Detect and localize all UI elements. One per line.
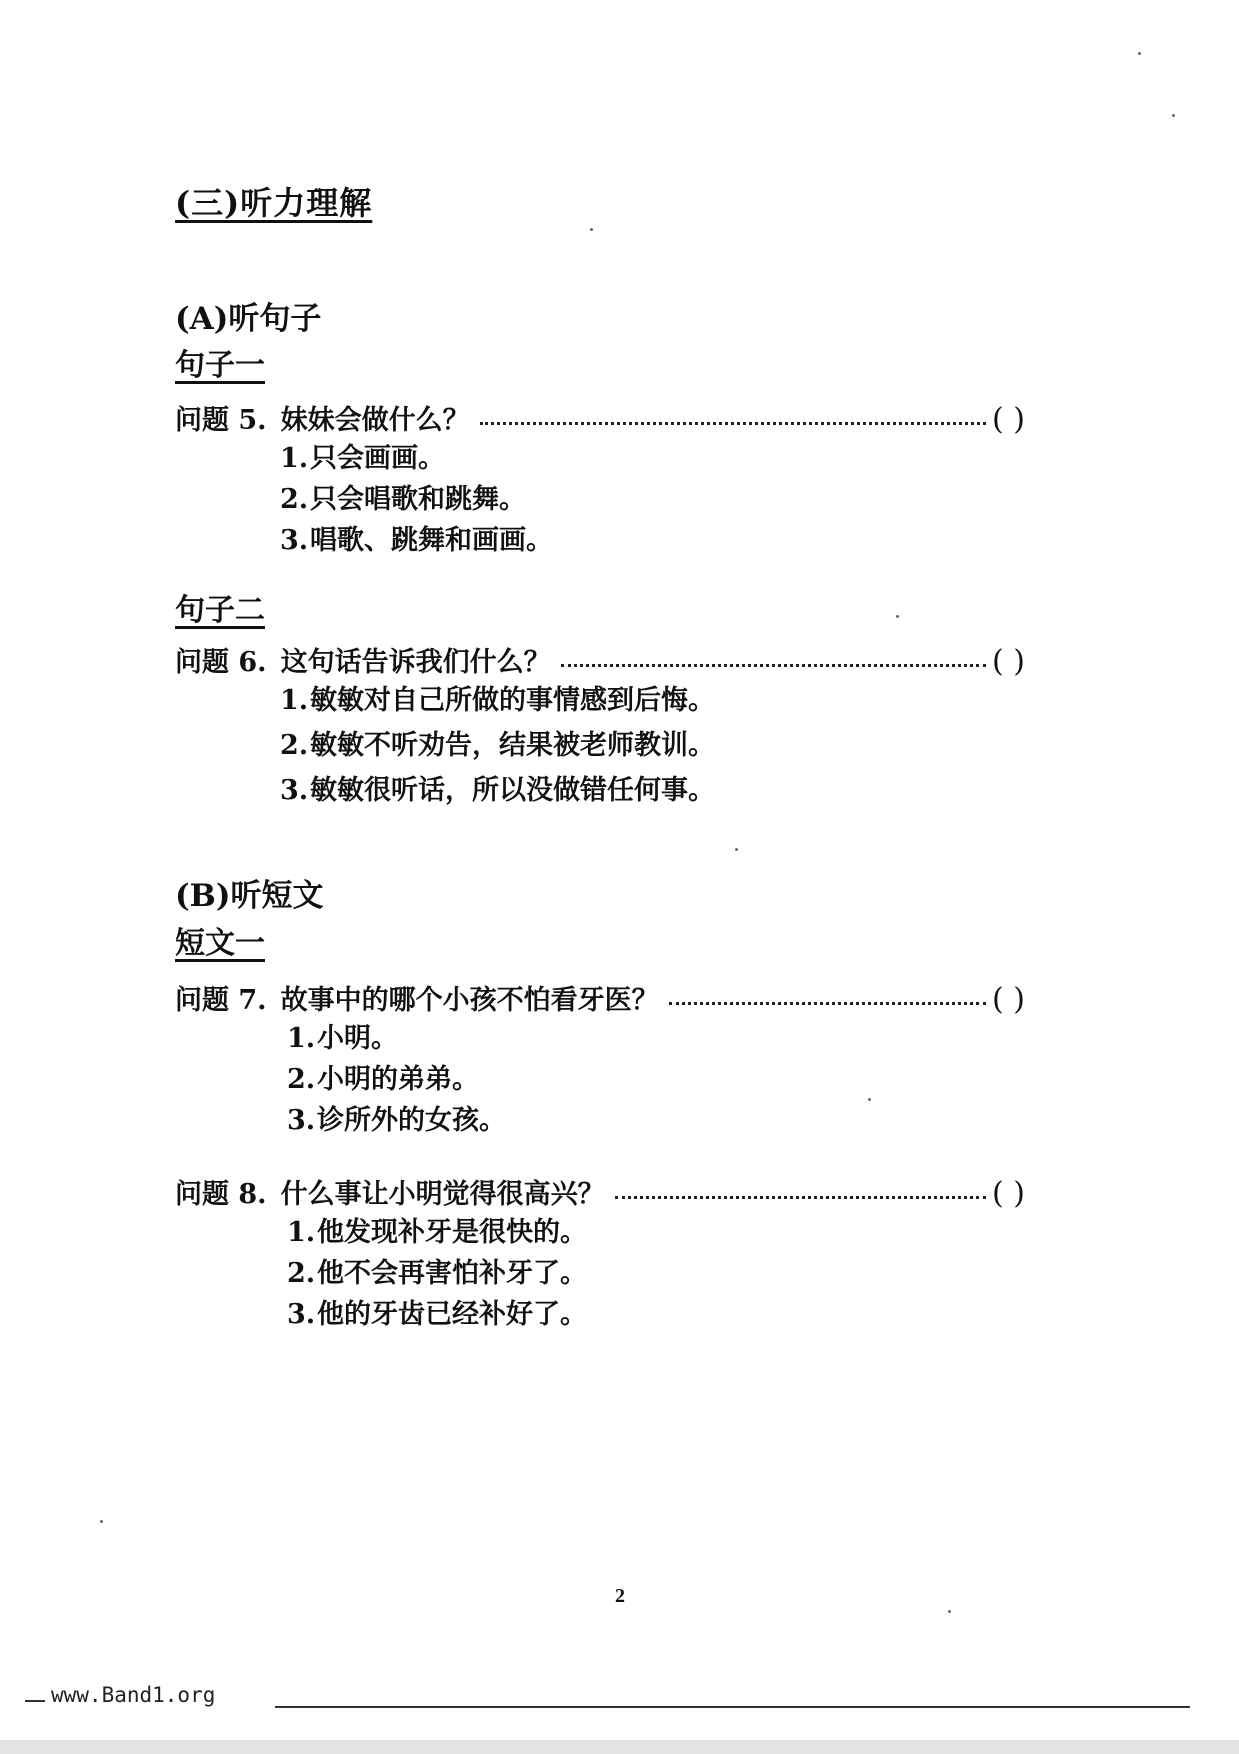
scan-edge-band (0, 1740, 1239, 1754)
question-8-options (287, 1210, 587, 1333)
option-item (280, 436, 553, 477)
question-label: 问题 8. (175, 1179, 267, 1210)
question-text: 这句话告诉我们什么？ (280, 647, 551, 678)
question-7-options (287, 1016, 506, 1139)
scan-speck (948, 1610, 951, 1613)
question-text: 妹妹会做什么？ (280, 405, 470, 436)
option-item (280, 768, 715, 813)
question-label: 问题 6. (175, 647, 267, 678)
scan-speck (1138, 52, 1141, 55)
question-5-options (280, 436, 553, 559)
option-number: 1. (280, 685, 309, 716)
option-item (280, 723, 715, 768)
option-text: 只会画画。 (310, 443, 445, 474)
answer-bracket[interactable]: ( ) (992, 402, 1025, 437)
footer-site-label (25, 1683, 215, 1707)
option-number: 3. (280, 775, 309, 806)
option-text: 他发现补牙是很快的。 (317, 1217, 587, 1248)
sentence-one-subtitle: 句子一 (175, 348, 265, 383)
option-number: 1. (280, 443, 309, 474)
option-text: 诊所外的女孩。 (317, 1105, 506, 1136)
dotted-leader (615, 1196, 986, 1199)
option-text: 小明的弟弟。 (317, 1064, 479, 1095)
dotted-leader (669, 1002, 986, 1005)
option-number: 1. (287, 1217, 316, 1248)
dotted-leader (561, 664, 986, 667)
option-item (280, 477, 553, 518)
option-text: 他不会再害怕补牙了。 (317, 1258, 587, 1289)
option-item (287, 1098, 506, 1139)
option-item (287, 1251, 587, 1292)
footer-site-text: www.Band1.org (51, 1683, 216, 1707)
question-5 (175, 398, 1025, 437)
scan-speck (868, 1098, 871, 1101)
option-number: 2. (280, 484, 309, 515)
question-label: 问题 7. (175, 985, 267, 1016)
section-title: (三)听力理解 (175, 184, 373, 222)
footer-dash (25, 1700, 45, 1702)
option-item (287, 1210, 587, 1251)
option-text: 他的牙齿已经补好了。 (317, 1299, 587, 1330)
option-item (287, 1057, 506, 1098)
answer-bracket[interactable]: ( ) (992, 644, 1025, 679)
passage-one-subtitle: 短文一 (175, 926, 265, 961)
question-6-options (280, 678, 715, 813)
option-number: 3. (280, 525, 309, 556)
option-number: 2. (280, 730, 309, 761)
question-7 (175, 978, 1025, 1017)
option-number: 3. (287, 1299, 316, 1330)
option-text: 敏敏对自己所做的事情感到后悔。 (310, 685, 715, 716)
footer-rule (275, 1706, 1190, 1708)
question-6 (175, 640, 1025, 679)
option-text: 敏敏很听话，所以没做错任何事。 (310, 775, 715, 806)
scan-speck (735, 848, 738, 851)
page-number: 2 (615, 1585, 625, 1607)
option-text: 敏敏不听劝告，结果被老师教训。 (310, 730, 715, 761)
option-item (280, 518, 553, 559)
option-item (280, 678, 715, 723)
question-8 (175, 1172, 1025, 1211)
question-label: 问题 5. (175, 405, 267, 436)
option-item (287, 1292, 587, 1333)
dotted-leader (480, 422, 986, 425)
option-number: 3. (287, 1105, 316, 1136)
part-b-title: (B)听短文 (175, 878, 324, 914)
answer-bracket[interactable]: ( ) (992, 1176, 1025, 1211)
option-item (287, 1016, 506, 1057)
option-number: 2. (287, 1258, 316, 1289)
scan-speck (896, 615, 899, 618)
scan-speck (100, 1520, 103, 1523)
question-text: 什么事让小明觉得很高兴？ (280, 1179, 605, 1210)
option-text: 唱歌、跳舞和画画。 (310, 525, 553, 556)
option-number: 1. (287, 1023, 316, 1054)
part-a-title: (A)听句子 (175, 301, 322, 337)
option-number: 2. (287, 1064, 316, 1095)
question-text: 故事中的哪个小孩不怕看牙医？ (280, 985, 659, 1016)
option-text: 只会唱歌和跳舞。 (310, 484, 526, 515)
scan-speck (590, 228, 593, 231)
sentence-two-subtitle: 句子二 (175, 593, 265, 628)
answer-bracket[interactable]: ( ) (992, 982, 1025, 1017)
option-text: 小明。 (317, 1023, 398, 1054)
scan-speck (1172, 114, 1175, 117)
